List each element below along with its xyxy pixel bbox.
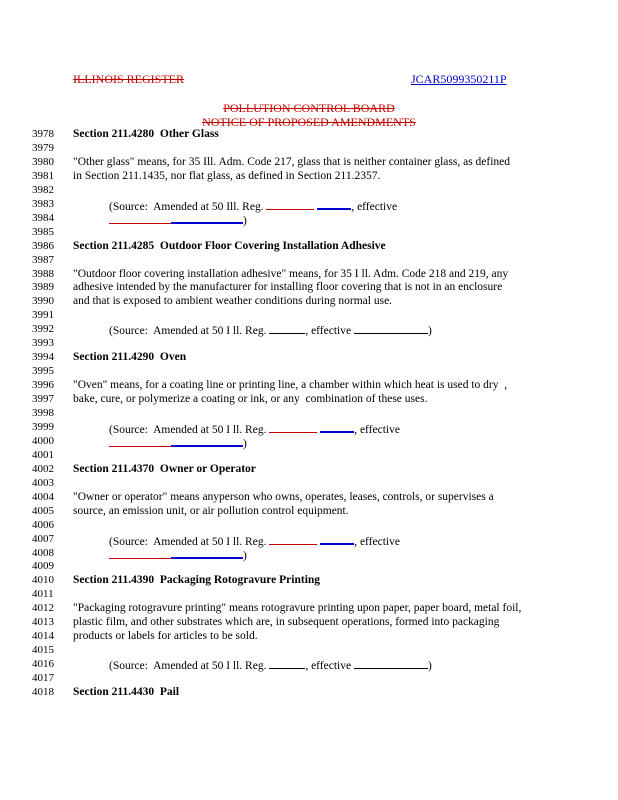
line-number: 4006: [32, 518, 54, 531]
body-text: [73, 616, 499, 628]
line-text: and that is exposed to ambient weather conditions during normal use.: [73, 295, 393, 308]
line-number: 3985: [32, 225, 54, 238]
line-text: ): [243, 214, 247, 227]
document-id: JCAR5099350211P: [411, 72, 507, 86]
line-text: in Section 211.1435, nor flat glass, as defined in Section 211.2357.: [73, 169, 381, 182]
section-heading: [73, 686, 179, 698]
source-note: [109, 421, 400, 436]
line-number: 3998: [32, 407, 54, 419]
line-text: Section 211.4430 Pail: [73, 686, 180, 698]
line-number: 3988: [32, 267, 54, 280]
line-text: (Source: Amended at 50 I ll. Reg.: [109, 660, 270, 673]
line-number: 4008: [32, 546, 54, 559]
line-number: 3980: [32, 155, 54, 168]
line-number: 4009: [32, 560, 54, 573]
line-text: Section 211.4370 Owner or Operator: [73, 462, 256, 475]
line-text: "Oven" means, for a coating line or printing line, a chamber within which heat is used to dry ,: [73, 379, 508, 392]
line-text: , effective: [305, 660, 354, 673]
line-number: 3992: [32, 323, 54, 336]
blank-line: [269, 323, 305, 334]
line-text: source, an emission unit, or air pollution control equipment.: [73, 504, 349, 517]
section-heading: [73, 240, 386, 252]
line-text: , effective: [354, 535, 400, 548]
blank-line: [354, 323, 428, 334]
line-text: , effective: [305, 325, 354, 338]
notice-title: NOTICE OF PROPOSED AMENDMENTS: [202, 115, 416, 129]
deleted-blank: [266, 199, 314, 210]
line-number: 3990: [32, 295, 54, 308]
line-number: 3978: [32, 128, 54, 140]
line-number: 4018: [32, 686, 54, 698]
line-text: products or labels for articles to be sold.: [73, 630, 258, 643]
line-number: 3999: [32, 420, 54, 433]
deleted-blank: [109, 548, 171, 559]
line-text: Section 211.4390 Packaging Rotogravure Printing: [73, 574, 321, 587]
line-text: "Other glass" means, for 35 Ill. Adm. Code 217, glass that is neither container glass, as defined: [73, 155, 511, 168]
line-number: 3986: [32, 239, 54, 252]
body-text: [73, 491, 494, 503]
body-text: [73, 170, 380, 182]
line-number: 4013: [32, 616, 54, 629]
source-note: [109, 198, 397, 213]
line-number: 4001: [32, 448, 54, 461]
line-text: adhesive intended by the manufacturer for installing floor covering that is not in an enclosure: [73, 281, 503, 294]
blank-line: [354, 658, 428, 669]
line-number: 4005: [32, 504, 54, 517]
section-heading: [73, 463, 256, 475]
line-text: Section 211.4285 Outdoor Floor Covering Installation Adhesive: [73, 239, 386, 252]
line-number: 3989: [32, 281, 54, 294]
section-heading: [73, 574, 320, 586]
line-text: ): [243, 437, 247, 450]
blank-line: [269, 658, 305, 669]
line-number: 3979: [32, 141, 54, 154]
line-number: 3996: [32, 379, 54, 392]
deleted-blank: [269, 534, 317, 545]
line-number: 4002: [32, 462, 54, 475]
line-text: Section 211.4290 Oven: [73, 351, 187, 364]
line-text: plastic film, and other substrates which are, in subsequent operations, formed into packaging: [73, 616, 500, 629]
body-text: [73, 268, 508, 280]
line-number: 4004: [32, 490, 54, 503]
source-note: [109, 323, 432, 337]
deleted-blank: [109, 436, 171, 447]
line-number: 4016: [32, 658, 54, 671]
line-text: (Source: Amended at 50 I ll. Reg.: [109, 325, 270, 338]
body-text: [73, 602, 521, 614]
line-text: (Source: Amended at 50 I ll. Reg.: [109, 423, 270, 436]
agency-name: POLLUTION CONTROL BOARD: [223, 101, 395, 115]
line-number: 4003: [32, 476, 54, 489]
inserted-blank: [171, 212, 243, 224]
deleted-blank: [109, 213, 171, 224]
source-note: [109, 658, 432, 672]
line-number: 4017: [32, 672, 54, 685]
source-note: [109, 533, 400, 548]
line-text: (Source: Amended at 50 Ill. Reg.: [109, 200, 267, 213]
inserted-blank: [320, 533, 354, 545]
line-number: 4010: [32, 574, 54, 587]
inserted-blank: [317, 198, 351, 210]
line-number: 3983: [32, 197, 54, 210]
inserted-blank: [171, 435, 243, 447]
line-text: ): [427, 325, 432, 338]
line-text: "Packaging rotogravure printing" means rotogravure printing upon paper, paper board, metal foil,: [73, 602, 522, 615]
line-text: , effective: [351, 200, 398, 213]
section-heading: [73, 128, 219, 140]
body-text: [73, 156, 510, 168]
line-text: "Owner or operator" means anyperson who owns, operates, leases, controls, or supervises a: [73, 490, 494, 503]
body-text: [73, 295, 392, 307]
line-number: 4000: [32, 434, 54, 447]
body-text: [73, 393, 427, 405]
line-text: "Outdoor floor covering installation adhesive" means, for 35 I ll. Adm. Code 218 and 219, any: [73, 267, 509, 280]
inserted-blank: [171, 547, 243, 559]
line-number: 3993: [32, 337, 54, 350]
body-text: [73, 379, 507, 391]
source-note-continued: [109, 212, 247, 227]
body-text: [73, 281, 502, 293]
line-number: 3997: [32, 393, 54, 406]
source-note-continued: [109, 547, 247, 562]
line-text: ): [243, 549, 247, 562]
line-number: 4015: [32, 644, 54, 657]
line-number: 4007: [32, 532, 54, 545]
inserted-blank: [320, 421, 354, 433]
line-number: 3994: [32, 351, 54, 364]
line-number: 3995: [32, 365, 54, 378]
line-text: Section 211.4280 Other Glass: [73, 128, 219, 140]
line-number: 4012: [32, 602, 54, 615]
deleted-blank: [269, 422, 317, 433]
line-text: ): [427, 660, 432, 673]
source-note-continued: [109, 435, 247, 450]
body-text: [73, 505, 349, 517]
line-text: bake, cure, or polymerize a coating or ink, or any combination of these uses.: [73, 393, 428, 406]
line-number: 3981: [32, 169, 54, 182]
body-text: [73, 630, 258, 642]
section-heading: [73, 351, 186, 363]
line-number: 3984: [32, 211, 54, 224]
line-number: 3987: [32, 253, 54, 266]
line-number: 4014: [32, 630, 54, 643]
line-text: , effective: [354, 423, 400, 436]
line-number: 3982: [32, 183, 54, 196]
register-title: ILLINOIS REGISTER: [73, 72, 184, 86]
line-text: (Source: Amended at 50 I ll. Reg.: [109, 535, 270, 548]
line-number: 4011: [32, 588, 54, 601]
line-number: 3991: [32, 309, 54, 322]
